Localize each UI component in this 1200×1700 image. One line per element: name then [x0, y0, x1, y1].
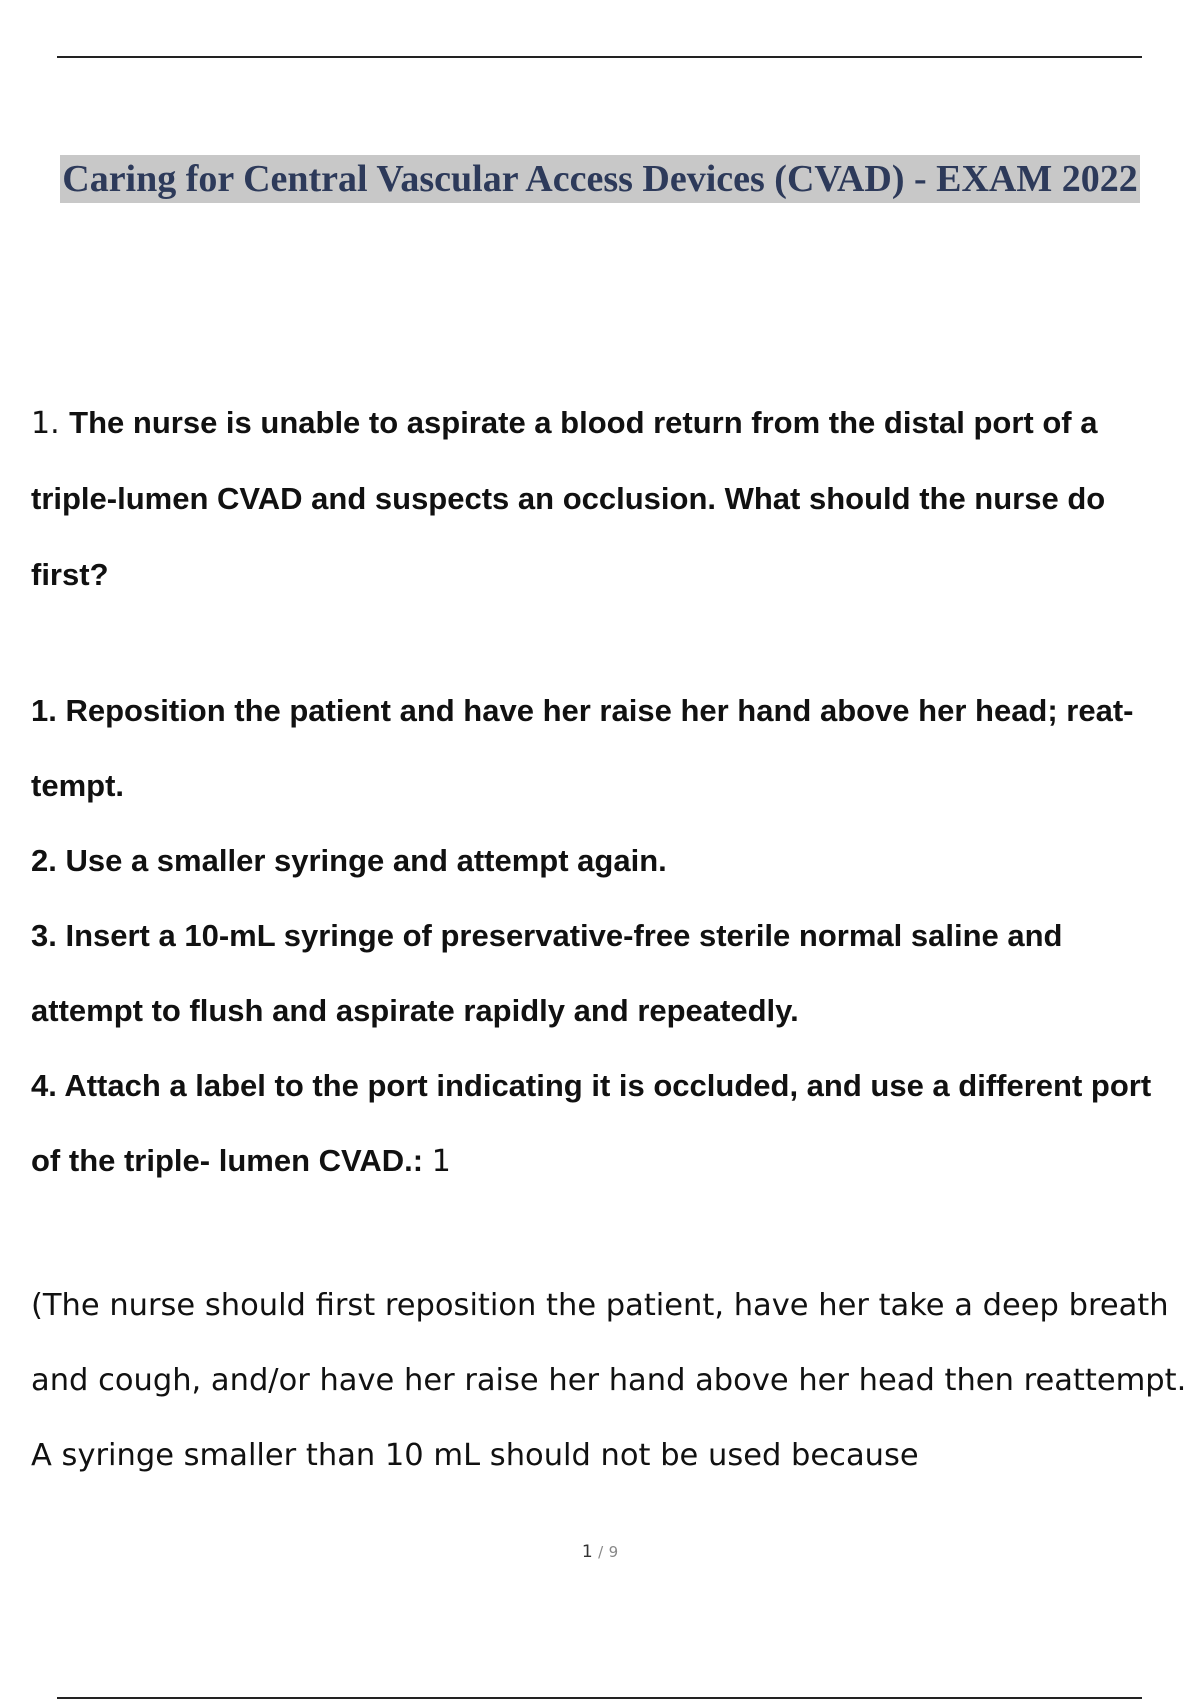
title-container — [0, 155, 1200, 203]
top-rule — [57, 56, 1142, 58]
current-page: 1 — [581, 1542, 593, 1562]
page-number — [0, 1542, 1200, 1562]
option-3-text: 3. Insert a 10-mL syringe of preservative-free sterile normal saline and attempt to flush and aspirate rapidly and repeatedly. — [31, 918, 1063, 1028]
total-pages: 9 — [608, 1543, 619, 1561]
option-4 — [31, 1048, 1181, 1199]
option-2-text: 2. Use a smaller syringe and attempt again. — [31, 843, 667, 878]
question-number: 1. — [31, 406, 60, 441]
option-3 — [31, 898, 1181, 1048]
option-4-text: 4. Attach a label to the port indicating it is occluded, and use a different port of the triple- lumen CVAD.: — [31, 1068, 1152, 1178]
correct-answer: 1 — [431, 1144, 451, 1179]
option-1-text: 1. Reposition the patient and have her raise her hand above her head; reat- tempt. — [31, 693, 1134, 803]
option-2 — [31, 823, 1181, 898]
rationale-text: (The nurse should first reposition the patient, have her take a deep breath and cough, and/or have her raise her hand above her head then reattempt. A syringe smaller than 10 mL should not be used because — [31, 1288, 1187, 1473]
answer-options — [31, 673, 1181, 1199]
question-text: The nurse is unable to aspirate a blood return from the distal port of a triple-lumen CVAD and suspects an occlusion. What should the nurse do first? — [31, 405, 1106, 592]
question-block — [31, 385, 1181, 613]
document-title: Caring for Central Vascular Access Devices (CVAD) - EXAM 2022 — [60, 155, 1140, 203]
bottom-rule — [57, 1697, 1142, 1699]
page-separator: / — [598, 1543, 604, 1561]
option-1 — [31, 673, 1181, 823]
